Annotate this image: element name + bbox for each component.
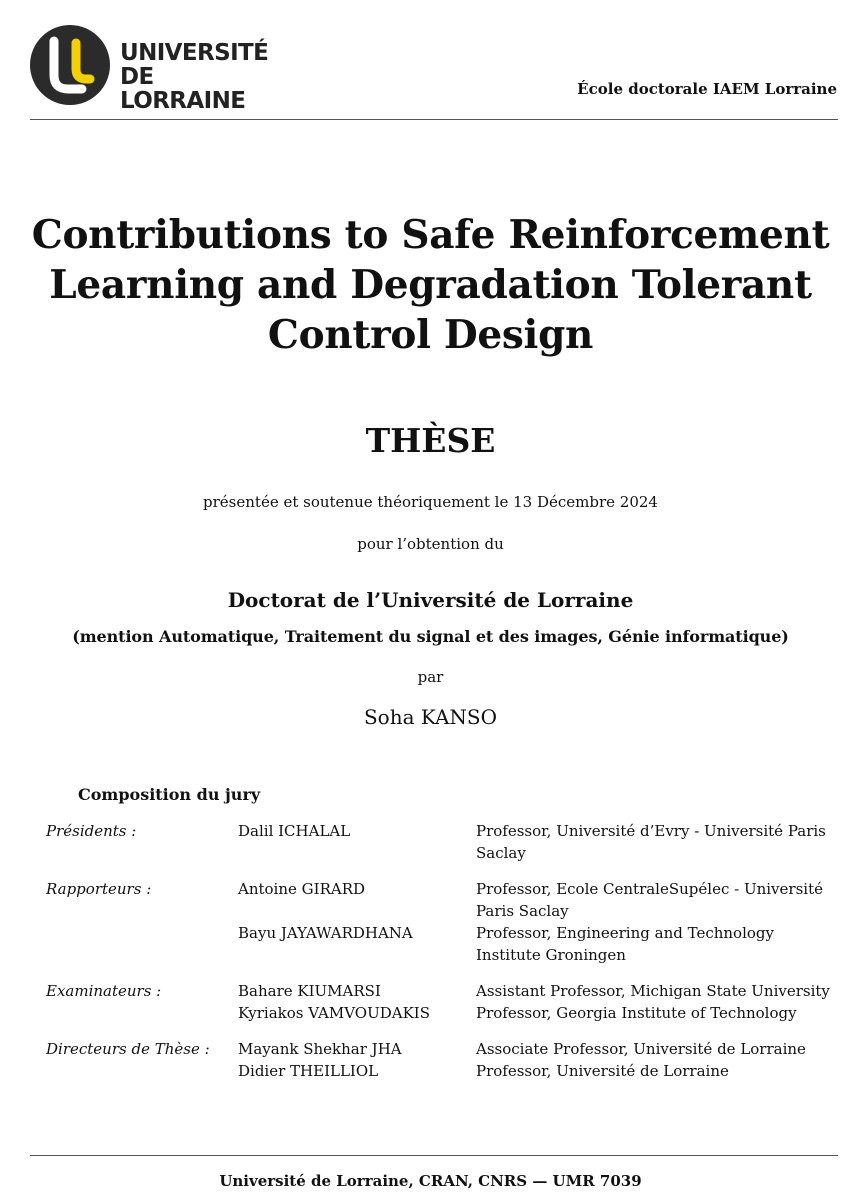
jury-group	[0, 1038, 861, 1082]
university-logo-icon	[30, 25, 110, 105]
header-divider	[30, 119, 838, 120]
jury-group	[0, 878, 861, 966]
jury-member-name: Dalil ICHALAL	[238, 822, 351, 840]
jury-group	[0, 820, 861, 864]
jury-heading: Composition du jury	[78, 785, 261, 804]
footer-divider	[30, 1155, 838, 1156]
jury-member	[0, 922, 861, 966]
jury-member-affiliation: Professor, Université de Lorraine	[476, 1062, 729, 1080]
jury-member	[0, 980, 861, 1002]
logo-line-1: UNIVERSITÉ	[120, 40, 269, 66]
jury-role: Rapporteurs :	[46, 880, 152, 898]
logo-line-2: DE LORRAINE	[120, 64, 246, 114]
doctoral-school: École doctorale IAEM Lorraine	[577, 80, 837, 98]
jury-member	[0, 1002, 861, 1024]
jury-member-name: Bayu JAYAWARDHANA	[238, 924, 413, 942]
jury-group	[0, 980, 861, 1024]
degree-mention: (mention Automatique, Traitement du signal et des images, Génie informatique)	[72, 627, 789, 646]
jury-member-affiliation: Professor, Engineering and Technology Institute Groningen	[476, 924, 774, 964]
jury-member-name: Antoine GIRARD	[238, 880, 366, 898]
footer-text: Université de Lorraine, CRAN, CNRS — UMR 7039	[219, 1172, 642, 1190]
document-type: THÈSE	[365, 421, 496, 460]
university-logo-text	[120, 41, 270, 113]
jury-member	[0, 878, 861, 922]
jury-member	[0, 1060, 861, 1082]
jury-member-name: Didier THEILLIOL	[238, 1062, 379, 1080]
author-name: Soha KANSO	[363, 705, 498, 729]
jury-table	[0, 820, 861, 1082]
jury-role: Examinateurs :	[46, 982, 162, 1000]
jury-member-affiliation: Assistant Professor, Michigan State University	[476, 982, 830, 1000]
jury-member-affiliation: Professor, Georgia Institute of Technology	[476, 1004, 797, 1022]
jury-member-affiliation: Associate Professor, Université de Lorraine	[476, 1040, 806, 1058]
jury-member-affiliation: Professor, Université d’Evry - Université Paris Saclay	[476, 822, 826, 862]
jury-member-name: Mayank Shekhar JHA	[238, 1040, 402, 1058]
pour-line: pour l’obtention du	[357, 535, 504, 553]
jury-role: Présidents :	[46, 822, 137, 840]
jury-member-name: Kyriakos VAMVOUDAKIS	[238, 1004, 430, 1022]
degree-name: Doctorat de l’Université de Lorraine	[227, 588, 634, 612]
jury-role: Directeurs de Thèse :	[46, 1040, 210, 1058]
university-logo	[30, 25, 270, 114]
jury-member-affiliation: Professor, Ecole CentraleSupélec - Université Paris Saclay	[476, 880, 823, 920]
thesis-title: Contributions to Safe Reinforcement Learning and Degradation Tolerant Control Design	[31, 212, 830, 358]
defense-date-line: présentée et soutenue théoriquement le 13 Décembre 2024	[203, 493, 658, 511]
jury-member	[0, 820, 861, 864]
jury-member-name: Bahare KIUMARSI	[238, 982, 381, 1000]
par-line: par	[417, 668, 444, 686]
jury-member	[0, 1038, 861, 1060]
